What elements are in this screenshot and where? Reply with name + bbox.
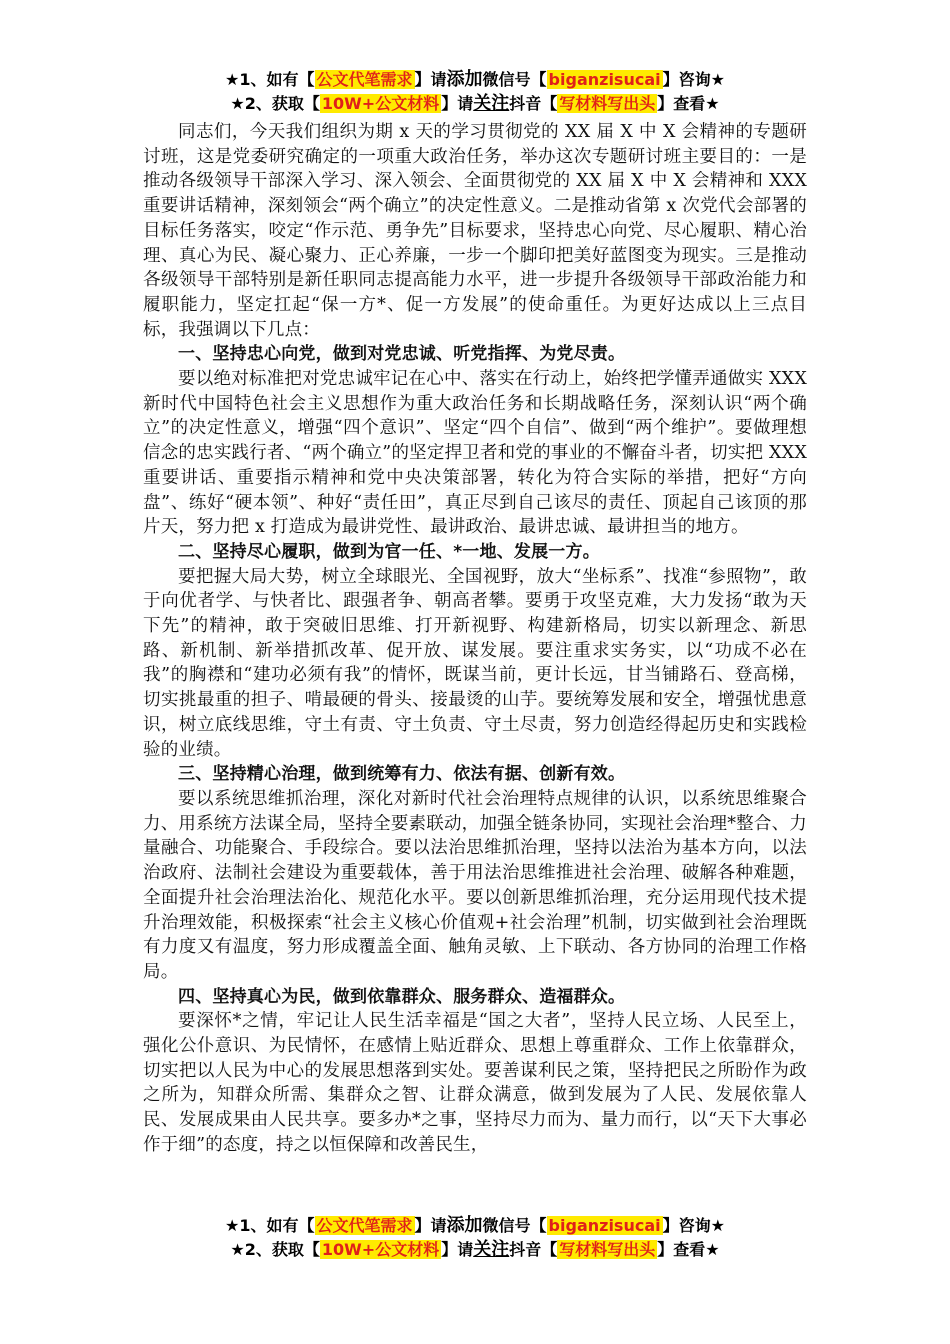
promo-line-1-prefix: ★1、如有【 [225,70,315,89]
promo-highlight-service: 公文代笔需求 [316,70,413,89]
section-paragraph-2: 要把握大局大势，树立全球眼光、全国视野，放大“坐标系”、找准“参照物”，敢于向优者学、与快者比、跟强者争、朝高者攀。要勇于攻坚克难，大力发扬“敢为天下先”的精神，敢于突破旧思维、打开新视野、构建新格局，切实以新理念、新思路、新机制、新举措抓改革、促开放、谋发展。要注重求实务实，以“功成不必在我”的胸襟和“建功必须有我”的情怀，既谋当前，更计长远，甘当铺路石、登高梯，切实挑最重的担子、啃最硬的骨头、接最烫的山芋。要统筹发展和安全，增强忧患意识，树立底线思维，守土有责、守土负责、守土尽责，努力创造经得起历史和实践检验的业绩。 [143,566,807,760]
section-paragraph-3: 要以系统思维抓治理，深化对新时代社会治理特点规律的认识，以系统思维聚合力、用系统方法谋全局，坚持全要素联动，加强全链条协同，实现社会治理*整合、力量融合、功能聚合、手段综合。要以法治思维抓治理，坚持以法治为基本方向，以法治政府、法制社会建设为重要载体，善于用法治思维推进社会治理、破解各种难题，全面提升社会治理法治化、规范化水平。要以创新思维抓治理，充分运用现代技术提升治理效能，积极探索“社会主义核心价值观+社会治理”机制，切实做到社会治理既有力度又有温度，努力形成覆盖全面、触角灵敏、上下联动、各方协同的治理工作格局。 [143,788,807,982]
section-heading-2: 二、坚持尽心履职，做到为官一任、*一地、发展一方。 [178,541,600,562]
promo-line-1 [0,68,950,92]
bottom-promo-banner [0,1214,950,1262]
promo-highlight-wechat-id: biganzisucai [548,70,661,89]
promo-line-2-mid2: 抖音【 [509,1240,558,1259]
promo-line-1-prefix: ★1、如有【 [225,1216,315,1235]
promo-highlight-douyin: 写材料写出头 [559,1240,656,1259]
promo-line-2-suffix: 】查看★ [657,94,720,113]
promo-line-2-follow: 关注 [473,1239,510,1260]
promo-line-1-mid: 】请 [414,70,447,89]
promo-line-2 [0,1238,950,1262]
promo-line-2-mid2: 抖音【 [509,94,558,113]
promo-line-1-mid2: 微信号【 [482,1216,547,1235]
promo-highlight-service: 公文代笔需求 [316,1216,413,1235]
promo-highlight-materials: 10W+公文材料 [321,1240,440,1259]
section-paragraph-1: 要以绝对标准把对党忠诚牢记在心中、落实在行动上，始终把学懂弄通做实 XXX 新时代中国特色社会主义思想作为重大政治任务和长期战略任务，深刻认识“两个确立”的决定性意义，增强“四个意识”、坚定“四个自信”、做到“两个维护”。要做理想信念的忠实践行者、“两个确立”的坚定捍卫者和党的事业的不懈奋斗者，切实把 XXX 重要讲话、重要指示精神和党中央决策部署，转化为符合实际的举措，把好“方向盘”、练好“硬本领”、种好“责任田”，真正尽到自己该尽的责任、顶起自己该顶的那片天，努力把 x 打造成为最讲党性、最讲政治、最讲忠诚、最讲担当的地方。 [143,369,807,538]
promo-line-2-prefix: ★2、获取【 [230,1240,320,1259]
promo-line-2-prefix: ★2、获取【 [230,94,320,113]
promo-line-1-add: 添加 [446,1215,483,1236]
promo-line-2-mid: 】请 [441,94,474,113]
promo-line-2-mid: 】请 [441,1240,474,1259]
section-heading-4: 四、坚持真心为民，做到依靠群众、服务群众、造福群众。 [178,986,626,1007]
intro-paragraph: 同志们，今天我们组织为期 x 天的学习贯彻党的 XX 届 X 中 X 会精神的专题研讨班，这是党委研究确定的一项重大政治任务，举办这次专题研讨班主要目的：一是推动各级领导干部深入学习、深入领会、全面贯彻党的 XX 届 X 中 X 会精神和 XXX 重要讲话精神，深刻领会“两个确立”的决定性意义。二是推动省第 x 次党代会部署的目标任务落实，咬定“作示范、勇争先”目标要求，坚持忠心向党、尽心履职、精心治理、真心为民、凝心聚力、正心养廉，一步一个脚印把美好蓝图变为现实。三是推动各级领导干部特别是新任职同志提高能力水平，进一步提升各级领导干部政治能力和履职能力，坚定扛起“保一方*、促一方发展”的使命重任。为更好达成以上三点目标，我强调以下几点： [143,122,807,340]
promo-line-2-suffix: 】查看★ [657,1240,720,1259]
section-heading-3: 三、坚持精心治理，做到统筹有力、依法有据、创新有效。 [178,764,626,785]
promo-line-1-suffix: 】咨询★ [662,70,725,89]
promo-line-1 [0,1214,950,1238]
promo-line-2 [0,92,950,116]
promo-line-1-suffix: 】咨询★ [662,1216,725,1235]
promo-line-1-add: 添加 [446,69,483,90]
document-body [143,120,807,1158]
promo-highlight-materials: 10W+公文材料 [321,94,440,113]
promo-line-1-mid2: 微信号【 [482,70,547,89]
section-paragraph-4: 要深怀*之情，牢记让人民生活幸福是“国之大者”，坚持人民立场、人民至上，强化公仆意识、为民情怀，在感情上贴近群众、思想上尊重群众、工作上依靠群众，切实把以人民为中心的发展思想落到实处。要善谋利民之策，坚持把民之所盼作为政之所为，知群众所需、集群众之智、让群众满意，做到发展为了人民、发展依靠人民、发展成果由人民共享。要多办*之事，坚持尽力而为、量力而行，以“天下大事必作于细”的态度，持之以恒保障和改善民生， [143,1011,807,1155]
promo-highlight-wechat-id: biganzisucai [548,1216,661,1235]
top-promo-banner [0,68,950,116]
promo-line-1-mid: 】请 [414,1216,447,1235]
section-heading-1: 一、坚持忠心向党，做到对党忠诚、听党指挥、为党尽责。 [178,344,626,365]
promo-highlight-douyin: 写材料写出头 [559,94,656,113]
promo-line-2-follow: 关注 [473,93,510,114]
